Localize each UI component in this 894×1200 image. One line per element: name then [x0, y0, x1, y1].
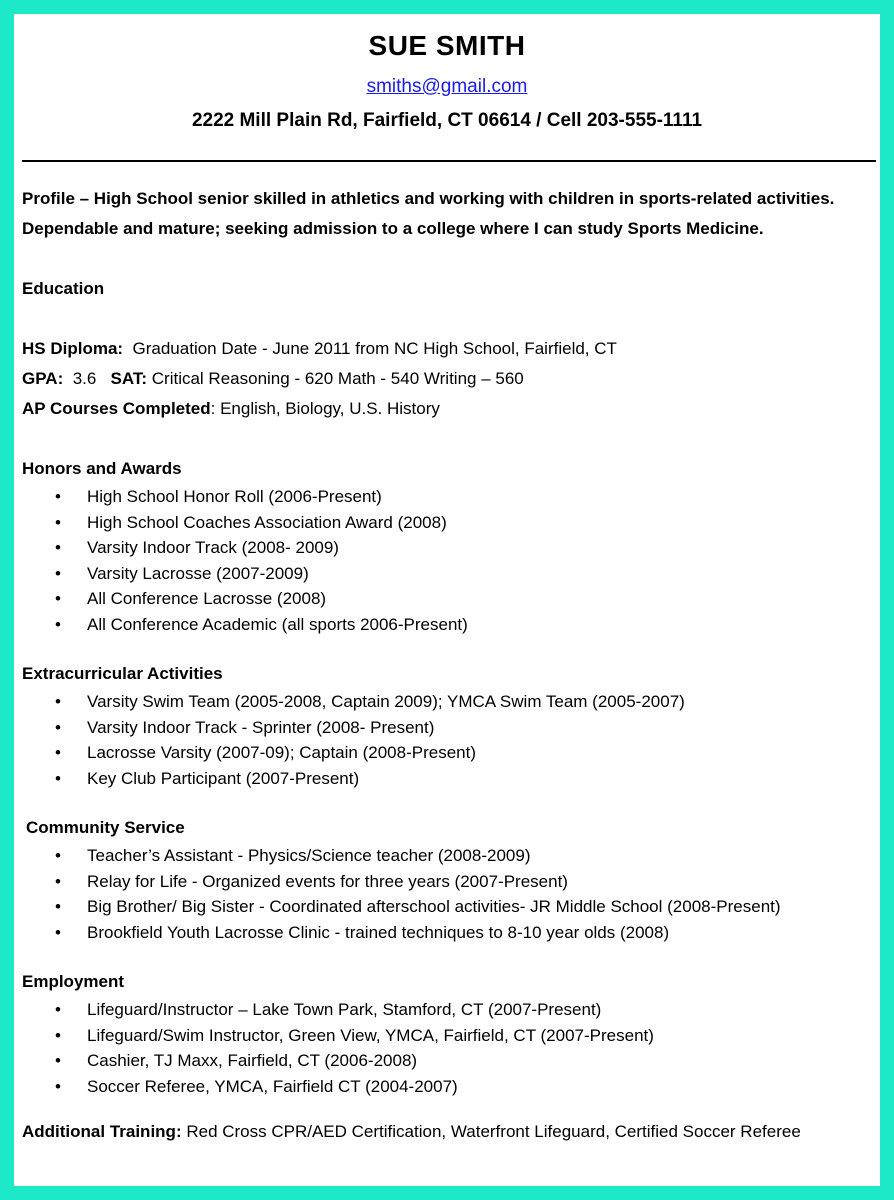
honors-list: [22, 484, 870, 637]
profile-line-1: Profile – High School senior skilled in athletics and working with children in sports-related activities.: [22, 189, 835, 208]
list-item-text: High School Coaches Association Award (2008): [87, 512, 447, 532]
employment-heading: Employment: [22, 972, 125, 991]
bullet-icon: •: [55, 1051, 61, 1070]
profile-line-2: Dependable and mature; seeking admission to a college where I can study Sports Medicine.: [22, 219, 764, 238]
ap-label: AP Courses Completed: [22, 399, 211, 418]
education-heading: Education: [22, 279, 105, 298]
bullet-icon: •: [55, 538, 61, 557]
ap-text: : English, Biology, U.S. History: [210, 399, 440, 418]
list-item-text: Relay for Life - Organized events for three years (2007-Present): [87, 871, 568, 891]
list-item-text: Varsity Indoor Track (2008- 2009): [87, 538, 339, 557]
training-label: Additional Training:: [22, 1122, 182, 1141]
list-item-text: All Conference Lacrosse (2008): [87, 589, 327, 608]
list-item-text: Lifeguard/Swim Instructor, Green View, YMCA, Fairfield, CT (2007-Present): [87, 1025, 654, 1045]
list-item: [22, 612, 870, 638]
list-item: [22, 715, 870, 741]
list-item-text: Cashier, TJ Maxx, Fairfield, CT (2006-2008): [87, 1051, 418, 1070]
list-item-text: All Conference Academic (all sports 2006-Present): [87, 614, 468, 634]
community-list: [22, 843, 870, 945]
bullet-icon: •: [55, 922, 61, 942]
bullet-icon: •: [55, 614, 61, 634]
list-item: [22, 920, 870, 946]
list-item: [22, 740, 870, 766]
list-item-text: Brookfield Youth Lacrosse Clinic - trained techniques to 8-10 year olds (2008): [87, 922, 670, 942]
list-item-text: Big Brother/ Big Sister - Coordinated afterschool activities- JR Middle School (2008-Present): [87, 897, 781, 916]
bullet-icon: •: [55, 846, 61, 865]
header-divider: [22, 160, 876, 162]
bullet-icon: •: [55, 563, 61, 583]
bullet-icon: •: [55, 717, 61, 737]
sat-label: SAT:: [110, 369, 148, 388]
bullet-icon: •: [55, 897, 61, 916]
bullet-icon: •: [55, 1025, 61, 1045]
list-item-text: Key Club Participant (2007-Present): [87, 768, 360, 788]
list-item: [22, 843, 870, 869]
list-item: [22, 510, 870, 536]
employment-list: [22, 997, 870, 1099]
address-line: 2222 Mill Plain Rd, Fairfield, CT 06614 / Cell 203-555-1111: [191, 110, 703, 131]
list-item-text: High School Honor Roll (2006-Present): [87, 487, 382, 506]
email-link[interactable]: smiths@gmail.com: [366, 76, 528, 97]
bullet-icon: •: [55, 743, 61, 762]
list-item-text: Teacher’s Assistant - Physics/Science teacher (2008-2009): [87, 846, 531, 865]
diploma-text: Graduation Date - June 2011 from NC High School, Fairfield, CT: [132, 339, 617, 358]
bullet-icon: •: [55, 871, 61, 891]
resume-page: [14, 14, 880, 1186]
list-item: [22, 997, 870, 1023]
sat-text: Critical Reasoning - 620 Math - 540 Writing – 560: [151, 369, 524, 388]
diploma-line: [22, 334, 870, 364]
list-item: [22, 869, 870, 895]
list-item: [22, 586, 870, 612]
list-item: [22, 1023, 870, 1049]
list-item-text: Lacrosse Varsity (2007-09); Captain (2008-Present): [87, 743, 476, 762]
profile-section: [22, 184, 870, 244]
gpa-label: GPA:: [22, 369, 64, 388]
resume-content: [22, 184, 870, 1147]
list-item: [22, 561, 870, 587]
bullet-icon: •: [55, 487, 61, 506]
bullet-icon: •: [55, 589, 61, 608]
list-item-text: Varsity Indoor Track - Sprinter (2008- Present): [87, 717, 435, 737]
email-line: [14, 76, 880, 98]
applicant-name: SUE SMITH: [368, 30, 526, 61]
list-item: [22, 689, 870, 715]
bullet-icon: •: [55, 512, 61, 532]
list-item-text: Varsity Lacrosse (2007-2009): [87, 563, 309, 583]
bullet-icon: •: [55, 1000, 61, 1019]
gpa-value: 3.6: [72, 369, 97, 388]
training-line: [22, 1117, 870, 1147]
list-item-text: Soccer Referee, YMCA, Fairfield CT (2004-2007): [87, 1076, 458, 1096]
bullet-icon: •: [55, 768, 61, 788]
bullet-icon: •: [55, 692, 61, 711]
ap-line: [22, 394, 870, 424]
list-item: [22, 894, 870, 920]
list-item: [22, 766, 870, 792]
list-item: [22, 535, 870, 561]
extracurricular-list: [22, 689, 870, 791]
bullet-icon: •: [55, 1076, 61, 1096]
gpa-line: [22, 364, 870, 394]
list-item: [22, 1048, 870, 1074]
community-heading: Community Service: [26, 818, 185, 837]
list-item-text: Varsity Swim Team (2005-2008, Captain 2009); YMCA Swim Team (2005-2007): [87, 692, 685, 711]
extracurricular-heading: Extracurricular Activities: [22, 664, 223, 683]
list-item-text: Lifeguard/Instructor – Lake Town Park, Stamford, CT (2007-Present): [87, 1000, 602, 1019]
honors-heading: Honors and Awards: [22, 459, 182, 478]
diploma-label: HS Diploma:: [22, 339, 124, 358]
list-item: [22, 1074, 870, 1100]
training-text: Red Cross CPR/AED Certification, Waterfront Lifeguard, Certified Soccer Referee: [181, 1122, 801, 1141]
list-item: [22, 484, 870, 510]
